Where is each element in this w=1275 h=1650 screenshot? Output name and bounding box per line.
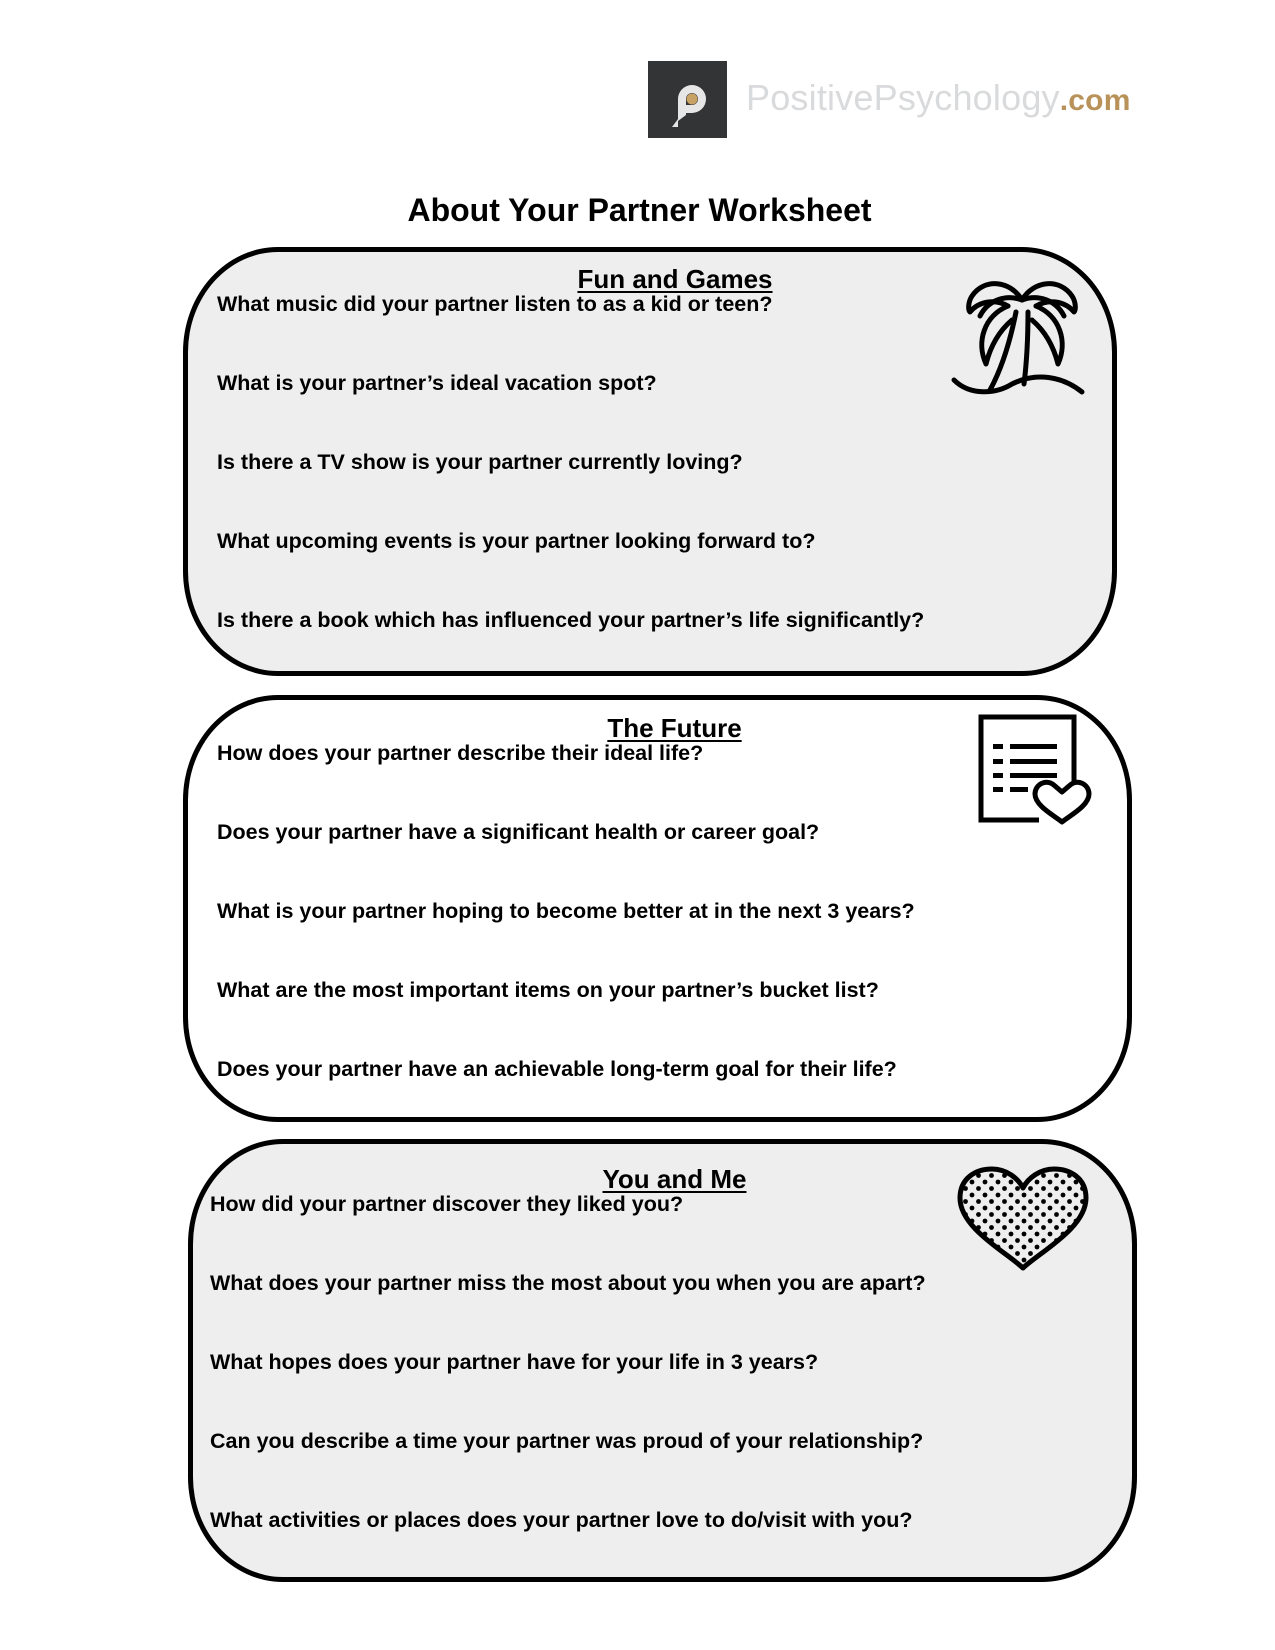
- question: What activities or places does your partner love to do/visit with you?: [210, 1508, 913, 1532]
- section-you-and-me: [188, 1139, 1137, 1582]
- brand-name-main: PositivePsychology: [746, 77, 1060, 118]
- section-fun-and-games: [183, 247, 1117, 676]
- brand-name-tld: .com: [1059, 84, 1131, 117]
- logo-mark: [648, 61, 727, 138]
- question: What is your partner’s ideal vacation spot?: [217, 371, 657, 395]
- question: How does your partner describe their ideal life?: [217, 741, 704, 765]
- question: What music did your partner listen to as a kid or teen?: [217, 292, 773, 316]
- question: How did your partner discover they liked you?: [210, 1192, 684, 1216]
- question: Is there a book which has influenced your partner’s life significantly?: [217, 608, 925, 632]
- question: What are the most important items on your partner’s bucket list?: [217, 978, 879, 1002]
- question: What is your partner hoping to become better at in the next 3 years?: [217, 899, 915, 923]
- question: Can you describe a time your partner was proud of your relationship?: [210, 1429, 924, 1453]
- section-heading: You and Me: [602, 1164, 747, 1194]
- question: What does your partner miss the most about you when you are apart?: [210, 1271, 926, 1295]
- question: Is there a TV show is your partner currently loving?: [217, 450, 743, 474]
- section-the-future: [183, 695, 1132, 1122]
- section-heading: The Future: [607, 713, 742, 743]
- brand-name: [746, 76, 1131, 123]
- page-title: About Your Partner Worksheet: [407, 192, 872, 228]
- dotted-heart-icon: [956, 1166, 1090, 1274]
- question: Does your partner have a significant health or career goal?: [217, 820, 820, 844]
- question: What upcoming events is your partner looking forward to?: [217, 529, 816, 553]
- palm-tree-icon: [950, 272, 1100, 402]
- question: Does your partner have an achievable long-term goal for their life?: [217, 1057, 897, 1081]
- p-logo-icon: [648, 61, 727, 138]
- question: What hopes does your partner have for your life in 3 years?: [210, 1350, 819, 1374]
- list-with-heart-icon: [975, 712, 1095, 832]
- section-heading: Fun and Games: [577, 264, 773, 294]
